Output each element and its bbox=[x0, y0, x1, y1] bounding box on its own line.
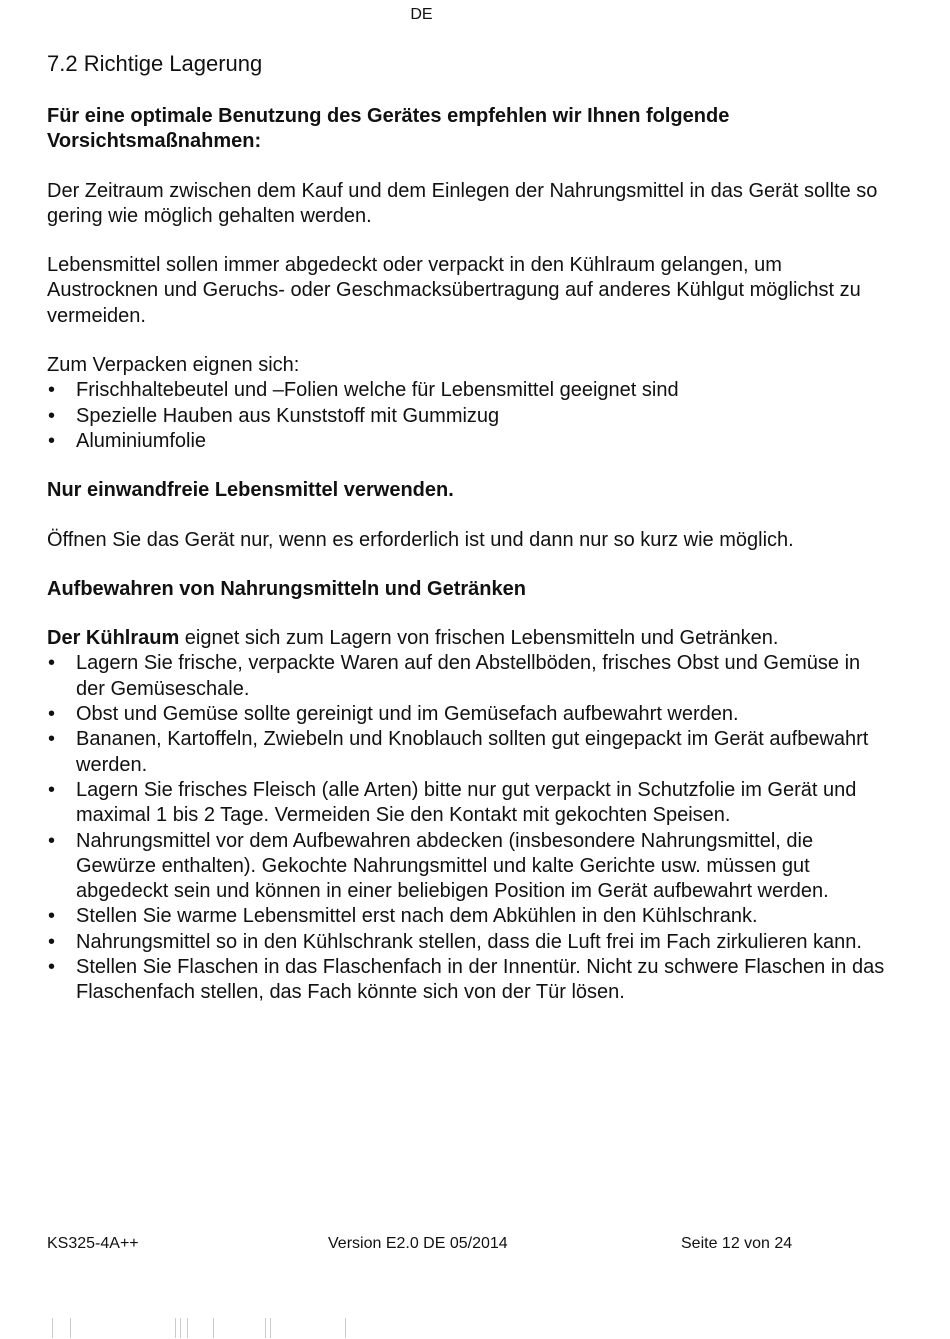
scan-mark bbox=[265, 1318, 266, 1338]
page-content bbox=[47, 50, 887, 1030]
subheading: Aufbewahren von Nahrungsmitteln und Getränken bbox=[47, 577, 526, 600]
scan-mark bbox=[70, 1318, 71, 1338]
language-tag: DE bbox=[410, 6, 433, 23]
scan-mark bbox=[345, 1318, 346, 1338]
bullet-icon: • bbox=[48, 379, 56, 402]
bold-notice: Nur einwandfreie Lebensmittel verwenden. bbox=[47, 479, 454, 502]
bullet-icon: • bbox=[48, 778, 56, 801]
scan-mark bbox=[270, 1318, 271, 1338]
list-item: • Stellen Sie warme Lebensmittel erst nach dem Abkühlen in den Kühlschrank. bbox=[47, 904, 887, 929]
list-item: • Nahrungsmittel vor dem Aufbewahren abdecken (insbesondere Nahrungsmittel, die Gewürze enthalten). Gekochte Nahrungsmittel und kalte Gerichte usw. müssen gut abgedeckt sein und können in einer beliebigen Position im Gerät aufbewahrt werden. bbox=[48, 829, 829, 903]
list-item: • Bananen, Kartoffeln, Zwiebeln und Knoblauch sollten gut eingepackt im Gerät aufbewahrt werden. bbox=[48, 728, 869, 776]
scan-mark bbox=[52, 1318, 53, 1338]
bullet-icon: • bbox=[48, 728, 56, 751]
section-title: 7.2 Richtige Lagerung bbox=[47, 51, 263, 76]
scan-mark bbox=[187, 1318, 188, 1338]
bullet-icon: • bbox=[48, 652, 56, 675]
scan-mark bbox=[180, 1318, 181, 1338]
footer-page-number: Seite 12 von 24 bbox=[681, 1235, 793, 1252]
footer-model: KS325-4A++ bbox=[47, 1235, 139, 1252]
bullet-icon: • bbox=[48, 429, 56, 452]
list-item: • Obst und Gemüse sollte gereinigt und im Gemüsefach aufbewahrt werden. bbox=[47, 702, 887, 727]
bullet-icon: • bbox=[48, 956, 56, 979]
list-item: • Aluminiumfolie bbox=[47, 429, 887, 454]
intro-bold: Für eine optimale Benutzung des Gerätes empfehlen wir Ihnen folgende Vorsichtsmaßnahmen: bbox=[47, 105, 730, 153]
list-item: • Lagern Sie frische, verpackte Waren auf den Abstellböden, frisches Obst und Gemüse in der Gemüseschale. bbox=[48, 652, 861, 700]
paragraph-covered-food: Lebensmittel sollen immer abgedeckt oder verpackt in den Kühlraum gelangen, um Austrocknen und Geruchs- oder Geschmacksübertragung auf anderes Kühlgut möglichst zu vermeiden. bbox=[47, 254, 861, 327]
paragraph-open-door: Öffnen Sie das Gerät nur, wenn es erforderlich ist und dann nur so kurz wie möglich. bbox=[47, 528, 794, 551]
bullet-icon: • bbox=[48, 905, 56, 928]
footer-version: Version E2.0 DE 05/2014 bbox=[328, 1235, 508, 1252]
list-item: • Lagern Sie frisches Fleisch (alle Arten) bitte nur gut verpackt in Schutzfolie im Gerät und maximal 1 bis 2 Tage. Vermeiden Sie den Kontakt mit gekochten Speisen. bbox=[48, 778, 857, 827]
bullet-icon: • bbox=[48, 829, 56, 852]
bullet-icon: • bbox=[48, 404, 56, 427]
list-item: • Frischhaltebeutel und –Folien welche für Lebensmittel geeignet sind bbox=[47, 378, 887, 403]
paragraph-purchase-time: Der Zeitraum zwischen dem Kauf und dem Einlegen der Nahrungsmittel in das Gerät sollte so gering wie möglich gehalten werden. bbox=[47, 179, 878, 227]
fridge-list bbox=[47, 651, 887, 1005]
fridge-bold-label: Der Kühlraum bbox=[47, 627, 180, 650]
scan-mark bbox=[175, 1318, 176, 1338]
list-item: • Stellen Sie Flaschen in das Flaschenfach in der Innentür. Nicht zu schwere Flaschen in das Flaschenfach stellen, das Fach könnte sich von der Tür lösen. bbox=[48, 956, 885, 1004]
pack-intro: Zum Verpacken eignen sich: bbox=[47, 354, 300, 377]
pack-list bbox=[47, 378, 887, 454]
fridge-intro: Der Kühlraum eignet sich zum Lagern von frischen Lebensmitteln und Getränken. bbox=[47, 627, 779, 650]
list-item: • Spezielle Hauben aus Kunststoff mit Gummizug bbox=[47, 404, 887, 429]
scan-mark bbox=[213, 1318, 214, 1338]
scan-marks bbox=[50, 1318, 450, 1338]
bullet-icon: • bbox=[48, 930, 56, 953]
list-item: • Nahrungsmittel so in den Kühlschrank stellen, dass die Luft frei im Fach zirkulieren kann. bbox=[47, 930, 887, 955]
bullet-icon: • bbox=[48, 703, 56, 726]
